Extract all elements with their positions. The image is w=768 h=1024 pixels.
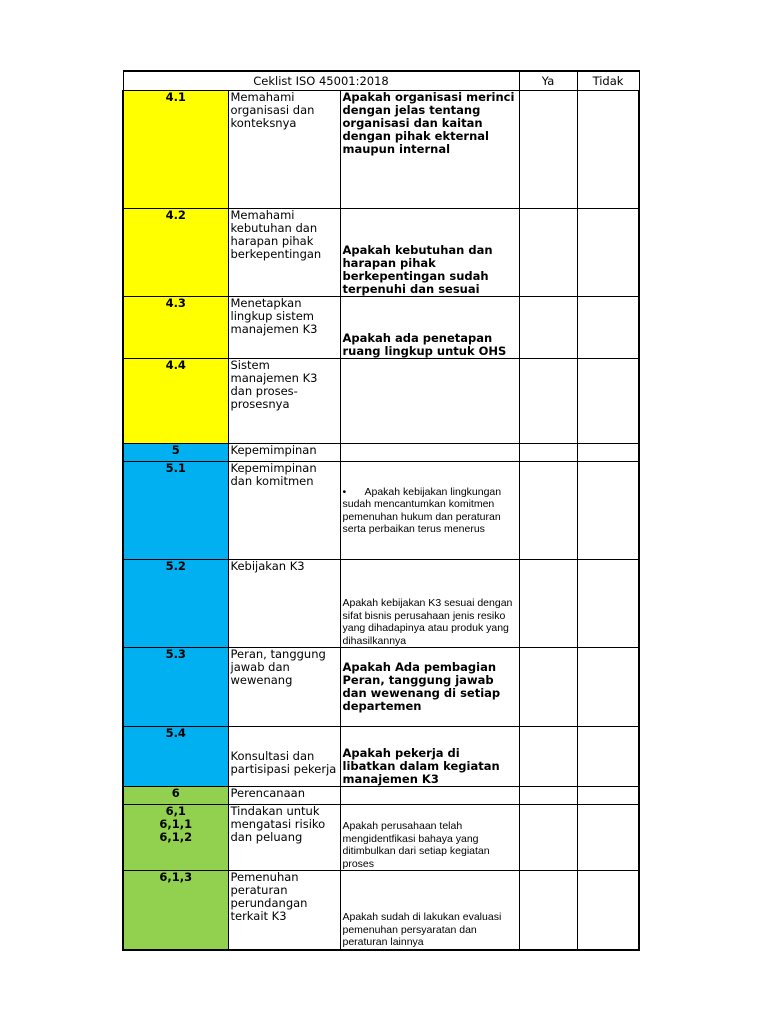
ya-cell[interactable] <box>519 91 577 209</box>
ya-cell[interactable] <box>519 444 577 462</box>
clause-question <box>340 359 519 444</box>
header-tidak: Tidak <box>577 71 639 91</box>
clause-topic: Peran, tanggung jawab dan wewenang <box>228 648 340 727</box>
ya-cell[interactable] <box>519 297 577 359</box>
tidak-cell[interactable] <box>577 297 639 359</box>
clause-topic: Kebijakan K3 <box>228 560 340 648</box>
clause-number: 4.2 <box>123 209 228 297</box>
clause-number: 4.4 <box>123 359 228 444</box>
clause-topic: Tindakan untuk mengatasi risiko dan peluang <box>228 805 340 871</box>
clause-number: 5.4 <box>123 727 228 787</box>
clause-topic: Memahami organisasi dan konteksnya <box>228 91 340 209</box>
clause-number: 5.1 <box>123 462 228 560</box>
clause-number: 6,1,3 <box>123 871 228 950</box>
clause-topic: Perencanaan <box>228 787 340 805</box>
clause-number: 4.3 <box>123 297 228 359</box>
table-row <box>123 359 639 444</box>
clause-number: 6,1 <box>165 804 186 818</box>
ya-cell[interactable] <box>519 462 577 560</box>
table-row <box>123 91 639 209</box>
header-ya: Ya <box>519 71 577 91</box>
clause-number: 6,1,1 <box>159 817 193 831</box>
tidak-cell[interactable] <box>577 805 639 871</box>
tidak-cell[interactable] <box>577 871 639 950</box>
ya-cell[interactable] <box>519 871 577 950</box>
table-row <box>123 444 639 462</box>
tidak-cell[interactable] <box>577 787 639 805</box>
clause-topic: Sistem manajemen K3 dan proses-prosesnya <box>228 359 340 444</box>
clause-number: 6,1,2 <box>159 830 193 844</box>
tidak-cell[interactable] <box>577 727 639 787</box>
clause-number: 5.2 <box>123 560 228 648</box>
table-title: Ceklist ISO 45001:2018 <box>123 71 519 91</box>
table-row <box>123 560 639 648</box>
clause-question: Apakah pekerja di libatkan dalam kegiatan manajemen K3 <box>340 727 519 787</box>
ya-cell[interactable] <box>519 560 577 648</box>
clause-question-cell <box>340 462 519 560</box>
clause-topic: Pemenuhan peraturan perundangan terkait K3 <box>228 871 340 950</box>
ya-cell[interactable] <box>519 359 577 444</box>
clause-topic: Menetapkan lingkup sistem manajemen K3 <box>228 297 340 359</box>
clause-number: 5.3 <box>123 648 228 727</box>
ya-cell[interactable] <box>519 648 577 727</box>
bullet-marker: • <box>342 485 347 498</box>
clause-question: Apakah Ada pembagian Peran, tanggung jawab dan wewenang di setiap departemen <box>340 648 519 727</box>
clause-question: Apakah ada penetapan ruang lingkup untuk OHS <box>340 297 519 359</box>
clause-number: 5 <box>123 444 228 462</box>
table-row <box>123 209 639 297</box>
clause-question: Apakah organisasi merinci dengan jelas tentang organisasi dan kaitan dengan pihak ekternal maupun internal <box>340 91 519 209</box>
tidak-cell[interactable] <box>577 444 639 462</box>
clause-question <box>340 444 519 462</box>
tidak-cell[interactable] <box>577 359 639 444</box>
clause-question: Apakah sudah di lakukan evaluasi pemenuhan persyaratan dan peraturan lainnya <box>340 871 519 950</box>
table-row <box>123 727 639 787</box>
table-row <box>123 871 639 950</box>
ya-cell[interactable] <box>519 727 577 787</box>
clause-topic: Memahami kebutuhan dan harapan pihak berkepentingan <box>228 209 340 297</box>
table-row <box>123 297 639 359</box>
clause-number: 6 <box>123 787 228 805</box>
ya-cell[interactable] <box>519 209 577 297</box>
tidak-cell[interactable] <box>577 648 639 727</box>
table-row <box>123 648 639 727</box>
clause-topic: Kepemimpinan dan komitmen <box>228 462 340 560</box>
clause-question: Apakah kebijakan lingkungan sudah mencantumkan komitmen pemenuhan hukum dan peraturan serta perbaikan terus menerus <box>342 485 502 535</box>
clause-question <box>340 787 519 805</box>
clause-question: Apakah perusahaan telah mengidentfikasi bahaya yang ditimbulkan dari setiap kegiatan proses <box>340 805 519 871</box>
ya-cell[interactable] <box>519 787 577 805</box>
clause-topic: Kepemimpinan <box>228 444 340 462</box>
tidak-cell[interactable] <box>577 462 639 560</box>
clause-question: Apakah kebijakan K3 sesuai dengan sifat bisnis perusahaan jenis resiko yang dihadapinya atau produk yang dihasilkannya <box>340 560 519 648</box>
checklist-table <box>122 70 640 951</box>
tidak-cell[interactable] <box>577 560 639 648</box>
clause-number-group <box>123 805 228 871</box>
ya-cell[interactable] <box>519 805 577 871</box>
tidak-cell[interactable] <box>577 91 639 209</box>
table-row <box>123 805 639 871</box>
clause-topic: Konsultasi dan partisipasi pekerja <box>228 727 340 787</box>
tidak-cell[interactable] <box>577 209 639 297</box>
clause-number: 4.1 <box>123 91 228 209</box>
header-row <box>123 71 639 91</box>
table-row <box>123 787 639 805</box>
clause-question: Apakah kebutuhan dan harapan pihak berkepentingan sudah terpenuhi dan sesuai <box>340 209 519 297</box>
table-row <box>123 462 639 560</box>
